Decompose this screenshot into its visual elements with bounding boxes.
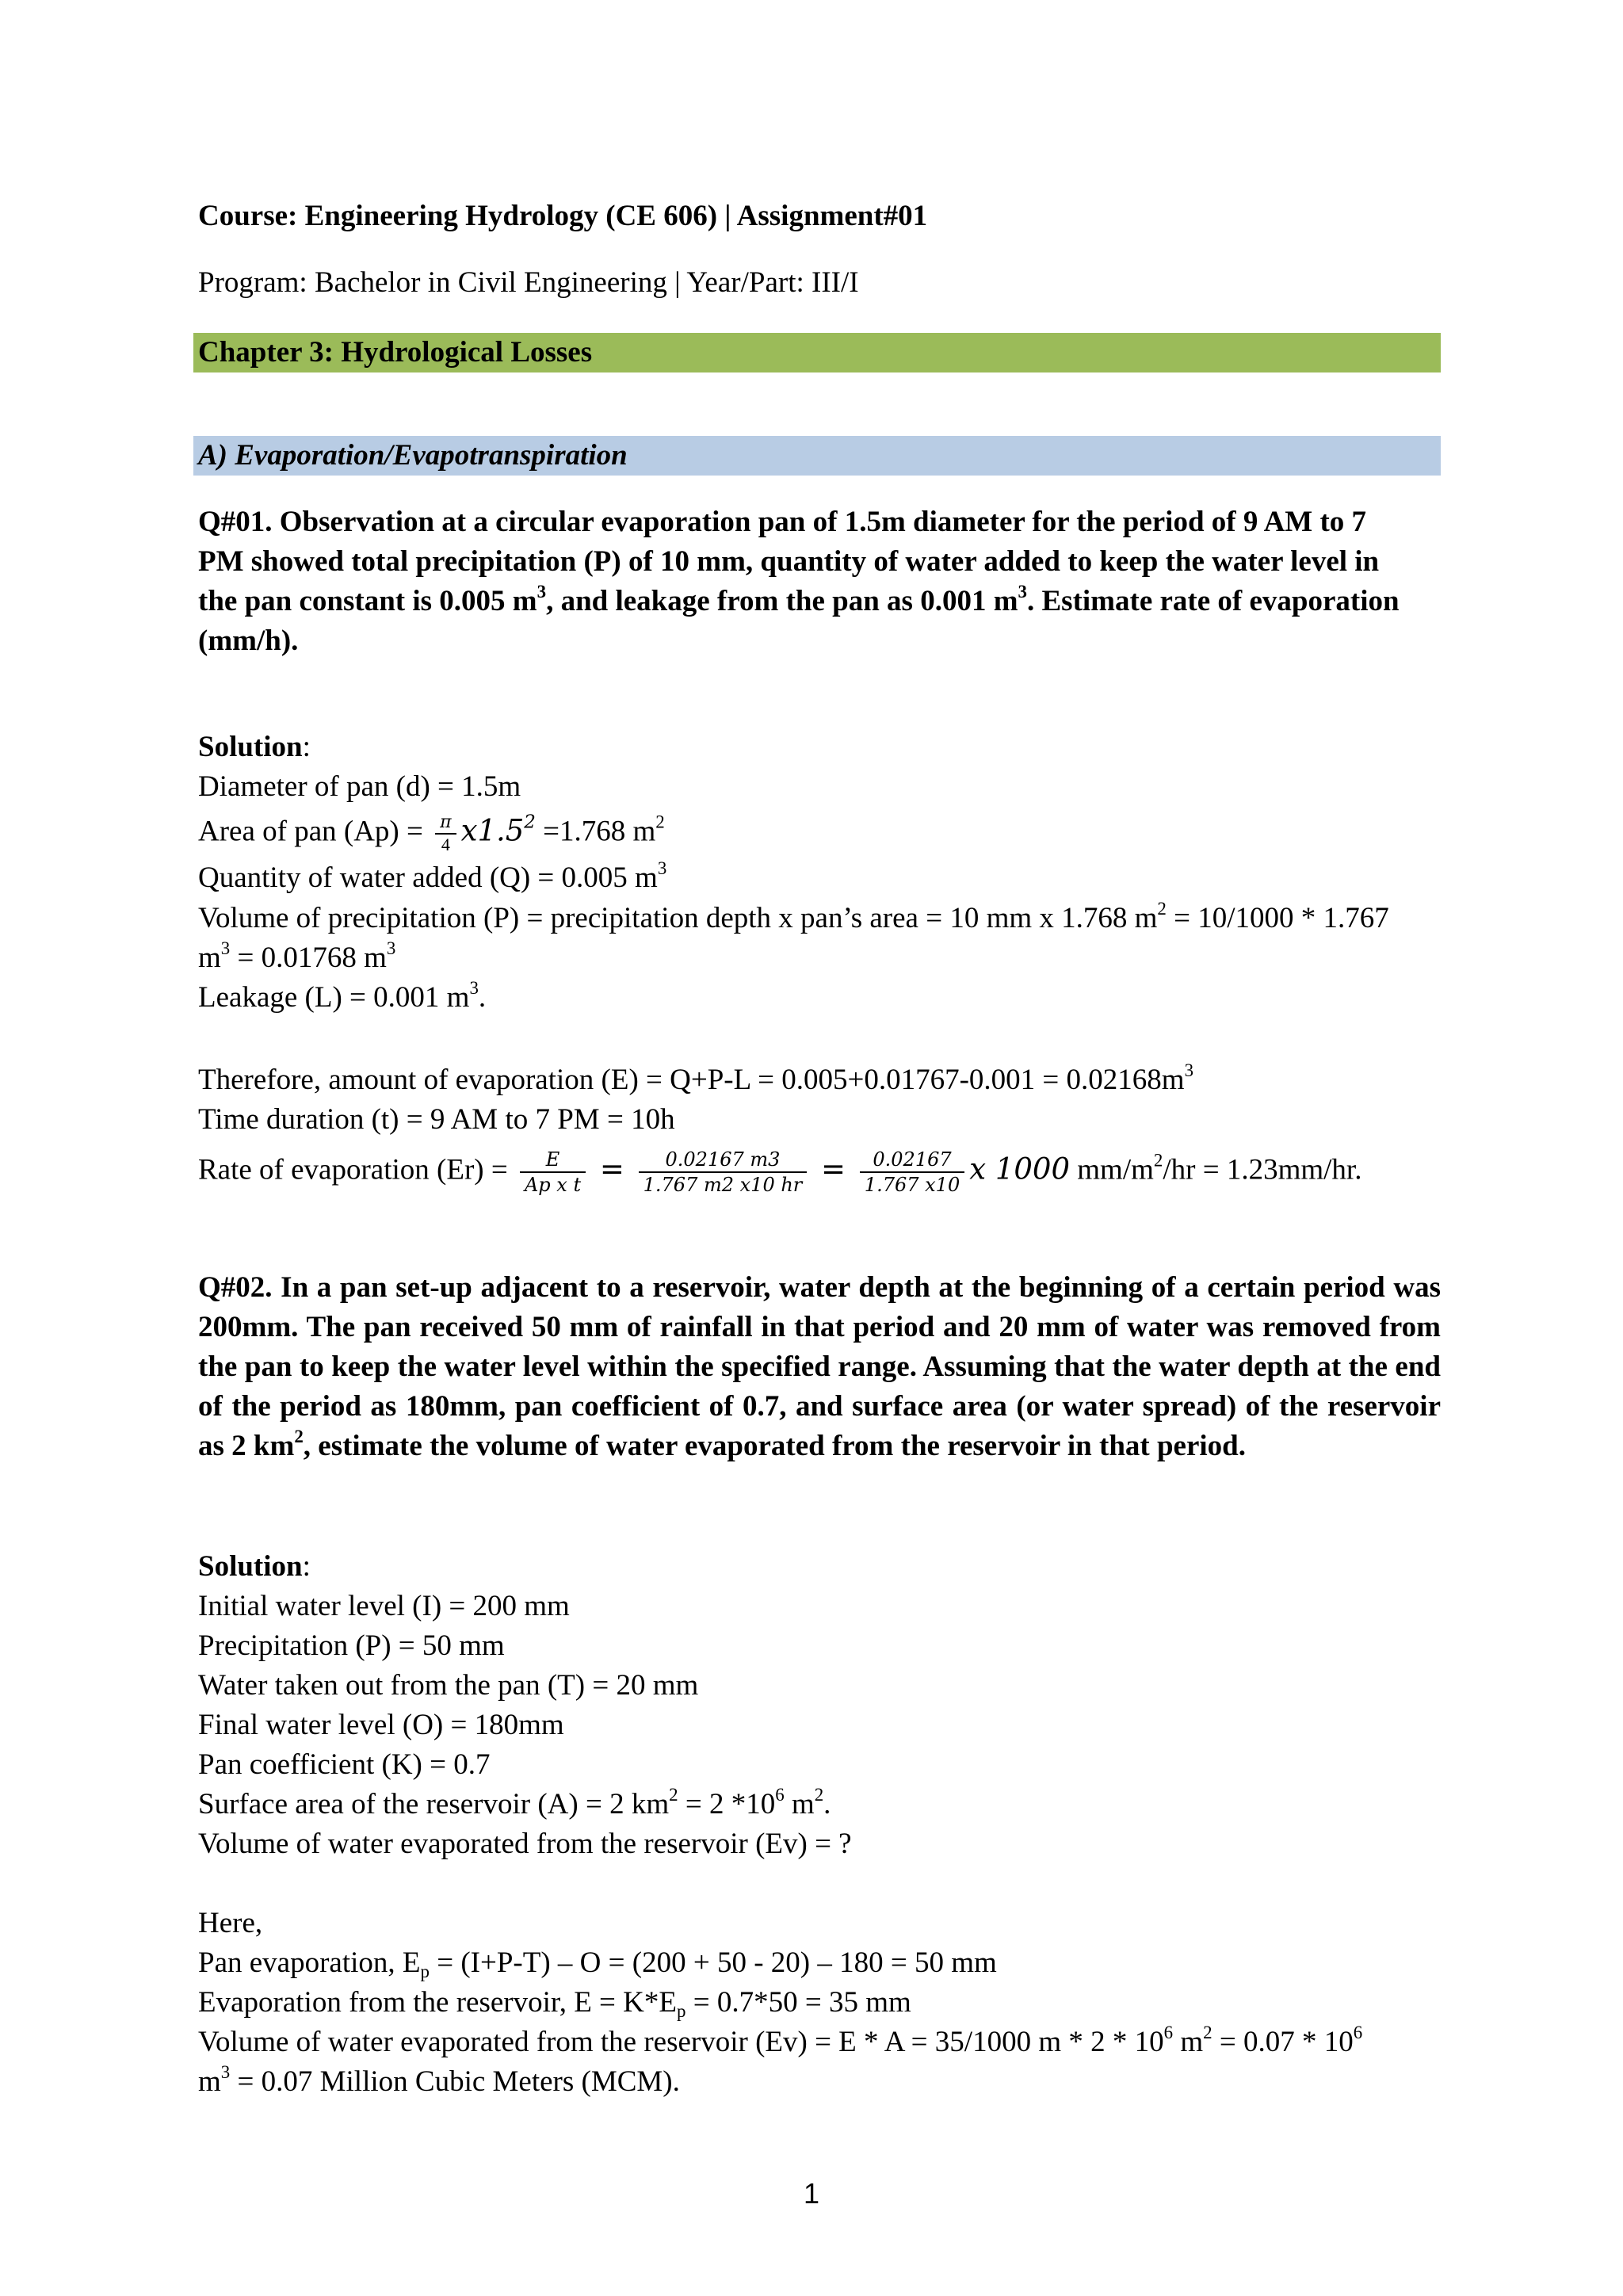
q1-solution-label: Solution: xyxy=(198,731,311,763)
q2-here: Here, xyxy=(198,1907,263,1939)
q2-question: Q#02. In a pan set-up adjacent to a reservoir, water depth at the beginning of a certain period was 200mm. The pan received 50 mm of rainfall in that period and 20 mm of water was removed from the pan to keep the water level within the specified range. Assuming that the water depth at the end of the period as 180mm, pan coefficient of 0.7, and surface area (or water spread) of the reservoir as 2 $km^2$, estimate the volume of water evaporated from the reservoir in that period. xyxy=(198,1271,1441,1462)
q1-line-1: Q#01. Observation at a circular evaporation pan of 1.5m diameter for the period of 9 AM to 7 xyxy=(198,506,1367,538)
q1-quantity: Quantity of water added (Q) = 0.005 $m^3$ xyxy=(198,858,667,894)
q2-reservoir-evaporation: Evaporation from the reservoir, $E = K*E_p = 0.7*50 = 35$ mm xyxy=(198,1986,911,2021)
q2-surface-area: Surface area of the reservoir (A) = 2 $km^2 = 2$ $*10^6$ $m^2$. xyxy=(198,1784,831,1820)
q1-volume-line-1: Volume of precipitation (P) = precipitation depth x pan’s area = 10 mm x 1.768 $m^2 = 10/1000 * 1.767$ xyxy=(198,898,1389,934)
section-heading xyxy=(193,436,1441,476)
q2-final-level: Final water level (O) = 180mm xyxy=(198,1709,564,1741)
q2-volume-line-1: Volume of water evaporated from the reservoir (Ev) = E * A = 35/1000 m * $2 * 10^6$ $m^2 = 0.07 * 10^6$ xyxy=(198,2022,1363,2058)
program-line: Program: Bachelor in Civil Engineering | Year/Part: III/I xyxy=(198,266,859,299)
q1-area: Area of pan (Ap) = $\frac{\pi}{4}$ $x1.5^2 =1.768$ $m^2$ xyxy=(198,812,665,854)
section-heading-text: A) Evaporation/Evapotranspiration xyxy=(198,439,628,472)
course-title: Course: Engineering Hydrology (CE 606) | Assignment#01 xyxy=(198,200,928,232)
q1-line-3: the pan constant is 0.005 $m^3$, and leakage from the pan as 0.001 $m^3$. Estimate rate of evaporation xyxy=(198,581,1400,617)
q2-pan-evaporation: Pan evaporation, $E_p = (I+P-T) - O = (200 + 50 - 20) - 180 = 50$ mm xyxy=(198,1946,997,1981)
q1-rate-formula: Rate of evaporation (Er) = $\frac{E}{\text{Ap x t}}$ = $\frac{0.02167 m3}{1.767 m2 x10 hr}$ = $\frac{0.02167}{1.767 x10}$ x 1000 $mm/m^2/hr = 1.23mm/hr$. xyxy=(198,1148,1362,1196)
q1-line-4: (mm/h). xyxy=(198,625,299,657)
q2-precipitation: Precipitation (P) = 50 mm xyxy=(198,1629,505,1662)
q2-volume-line-2: $m^3 = 0.07$ Million Cubic Meters (MCM). xyxy=(198,2061,680,2098)
q1-leakage: Leakage (L) = 0.001 $m^3$. xyxy=(198,977,487,1014)
q1-evaporation-amount: Therefore, amount of evaporation $(E) = Q+P-L = 0.005+0.01767-0.001 = 0.02168m^3$ xyxy=(198,1060,1194,1096)
q2-initial-level: Initial water level (I) = 200 mm xyxy=(198,1590,570,1622)
q1-time-duration: Time duration (t) = 9 AM to 7 PM = 10h xyxy=(198,1103,675,1136)
q1-volume-line-2: $m^3 = 0.01768$ $m^3$ xyxy=(198,938,396,974)
chapter-heading-text: Chapter 3: Hydrological Losses xyxy=(198,336,593,369)
chapter-heading xyxy=(193,333,1441,372)
q1-line-2: PM showed total precipitation (P) of 10 mm, quantity of water added to keep the water level in xyxy=(198,545,1380,578)
q2-pan-coefficient: Pan coefficient (K) = 0.7 xyxy=(198,1748,491,1781)
q2-solution-label: Solution: xyxy=(198,1550,311,1583)
q2-volume-question: Volume of water evaporated from the reservoir (Ev) = ? xyxy=(198,1828,852,1860)
q1-diameter: Diameter of pan (d) = 1.5m xyxy=(198,770,521,803)
q2-water-taken: Water taken out from the pan (T) = 20 mm xyxy=(198,1669,699,1702)
page-number: 1 xyxy=(804,2177,820,2210)
